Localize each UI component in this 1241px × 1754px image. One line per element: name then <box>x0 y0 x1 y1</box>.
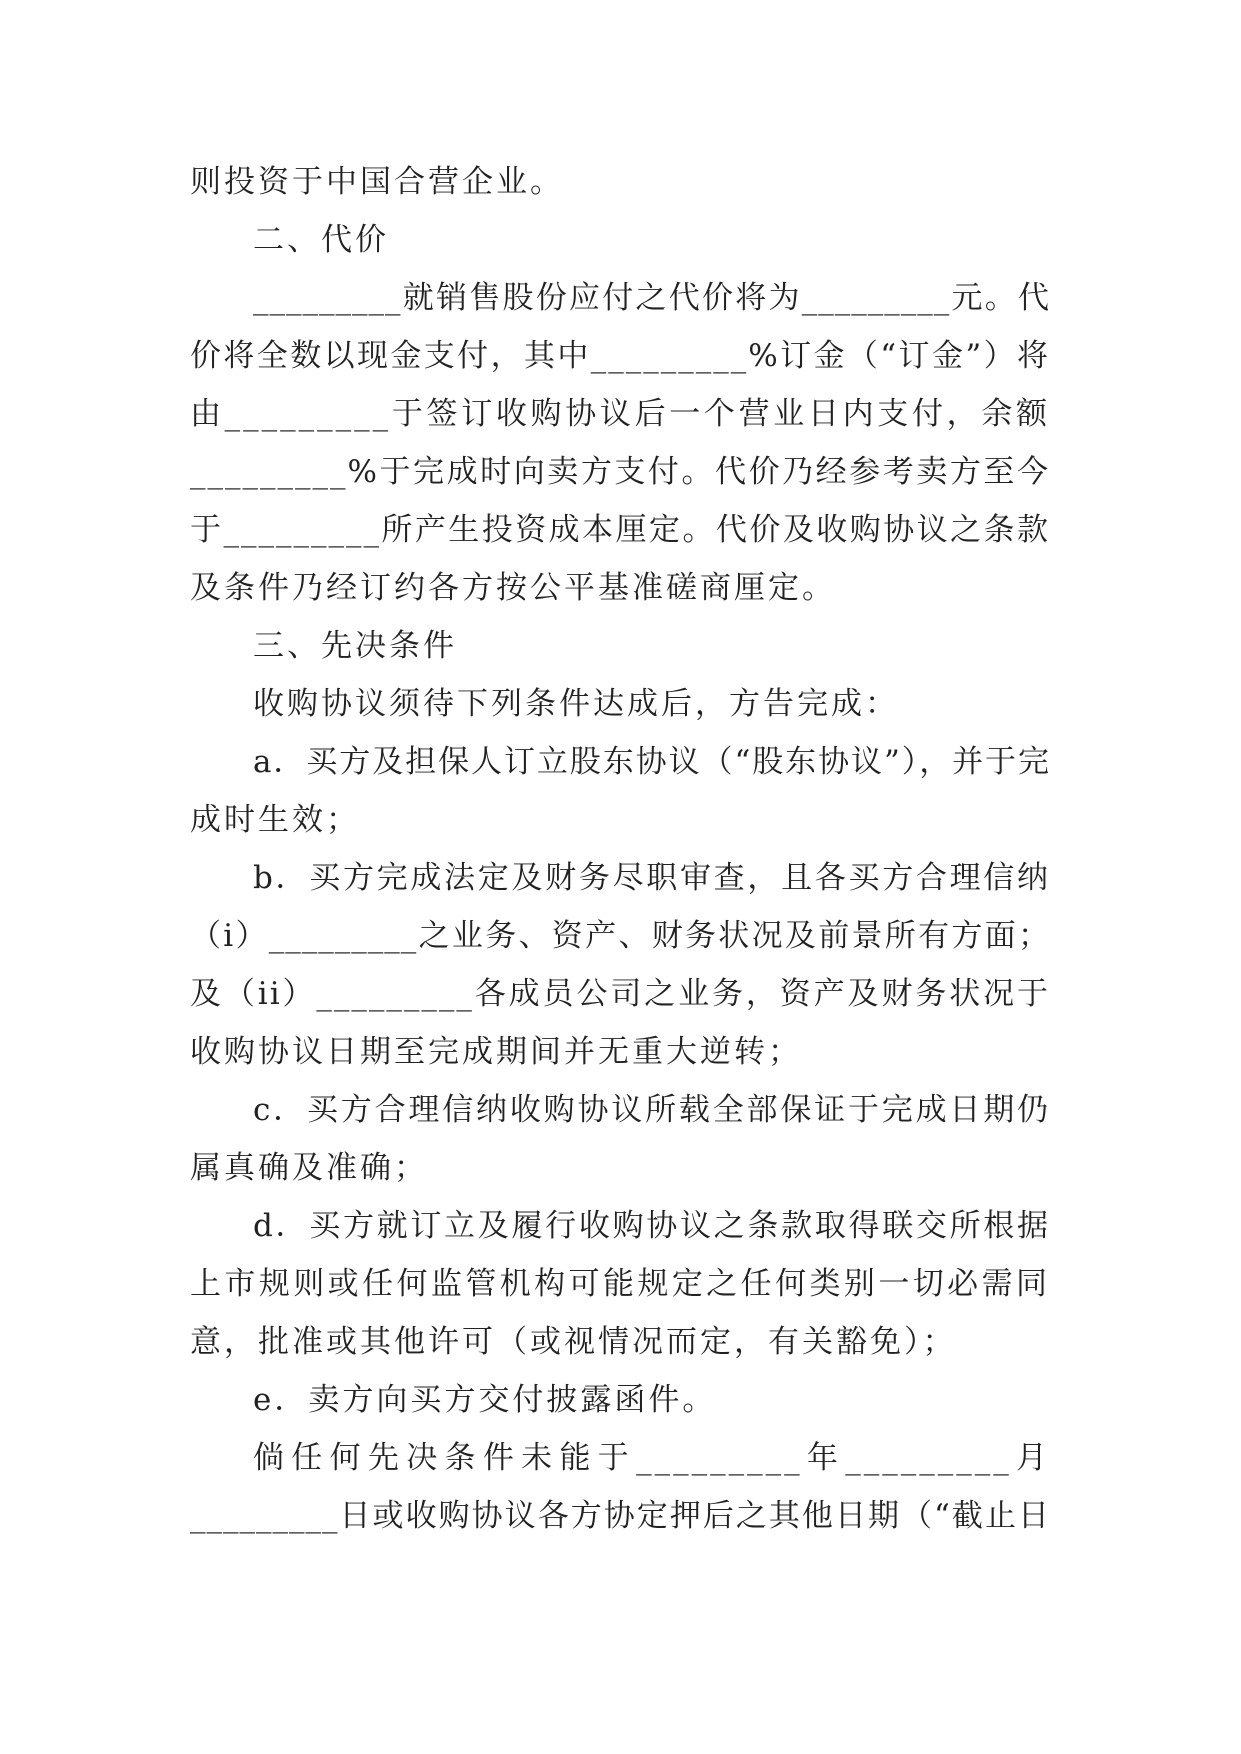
text-line: b．买方完成法定及财务尽职审查，且各买方合理信纳 <box>253 860 1050 896</box>
text-line: c．买方合理信纳收购协议所载全部保证于完成日期仍 <box>253 1092 1050 1128</box>
section-heading: 二、代价 <box>253 222 389 258</box>
text-line: _________日或收购协议各方协定押后之其他日期（“截止日 <box>190 1498 1050 1534</box>
text-line: a．买方及担保人订立股东协议（“股东协议”），并于完 <box>253 744 1050 780</box>
text-line: 于_________所产生投资成本厘定。代价及收购协议之条款 <box>190 512 1050 548</box>
text-line: e．卖方向买方交付披露函件。 <box>253 1382 717 1418</box>
text-line: 倘任何先决条件未能于_________年_________月 <box>253 1440 1050 1476</box>
section-heading: 三、先决条件 <box>253 628 457 664</box>
text-line: 及条件乃经订约各方按公平基准磋商厘定。 <box>190 570 836 606</box>
text-line: d．买方就订立及履行收购协议之条款取得联交所根据 <box>253 1208 1050 1244</box>
text-line: 收购协议日期至完成期间并无重大逆转； <box>190 1034 802 1070</box>
text-line: 收购协议须待下列条件达成后，方告完成： <box>253 686 899 722</box>
text-line: 及（ii）_________各成员公司之业务，资产及财务状况于 <box>190 976 1050 1012</box>
text-line: 意，批准或其他许可（或视情况而定，有关豁免）； <box>190 1324 957 1360</box>
text-line: 成时生效； <box>190 802 360 838</box>
text-line: _________%于完成时向卖方支付。代价乃经参考卖方至今 <box>190 454 1050 490</box>
text-line: 则投资于中国合营企业。 <box>190 164 564 200</box>
text-line: _________就销售股份应付之代价将为_________元。代 <box>253 280 1050 316</box>
text-line: 上市规则或任何监管机构可能规定之任何类别一切必需同 <box>190 1266 1050 1302</box>
text-line: 属真确及准确； <box>190 1150 428 1186</box>
text-line: 由_________于签订收购协议后一个营业日内支付，余额 <box>190 396 1050 432</box>
text-line: （i）_________之业务、资产、财务状况及前景所有方面； <box>190 918 1050 954</box>
text-line: 价将全数以现金支付，其中_________%订金（“订金”）将 <box>190 338 1050 374</box>
